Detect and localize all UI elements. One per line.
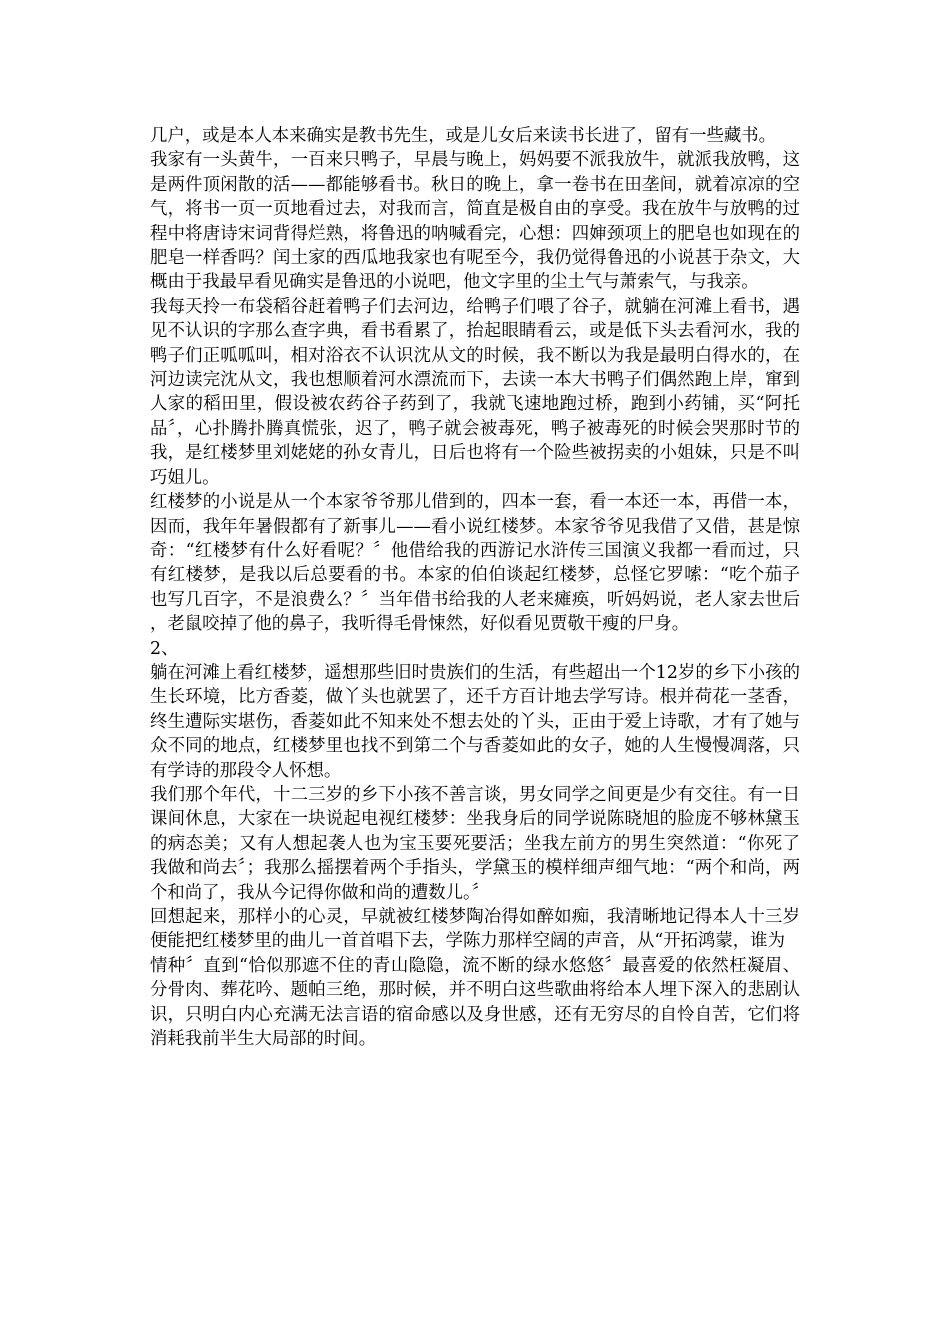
paragraph: 我们那个年代，十二三岁的乡下小孩不善言谈，男女同学之间更是少有交往。有一日课间休息，大家在一块说起电视红楼梦：坐我身后的同学说陈晓旭的脸庞不够林黛玉的病态美；又有人想起袭人也为宝玉要死要活；坐我左前方的男生突然道：“你死了我做和尚去〞；我那么摇摆着两个手指头，学黛玉的模样细声细气地：“两个和尚，两个和尚了，我从今记得你做和尚的遭数儿。〞 [150,784,800,903]
paragraph: 躺在河滩上看红楼梦，遥想那些旧时贵族们的生活，有些超出一个12岁的乡下小孩的生长环境，比方香菱，做丫头也就罢了，还千方百计地去学写诗。根并荷花一茎香，终生遭际实堪伤，香菱如此不知来处不想去处的丫头，正由于爱上诗歌，才有了她与众不同的地点，红楼梦里也找不到第二个与香菱如此的女子，她的人生慢慢凋落，只有学诗的那段令人怀想。 [150,662,800,781]
paragraph: 几户，或是本人本来确实是教书先生，或是儿女后来读书长进了，留有一些藏书。 [150,126,777,146]
paragraph: 情种〞直到“恰似那遮不住的青山隐隐，流不断的绿水悠悠〞最喜爱的依然枉凝眉、分骨肉、葬花吟、题帕三绝，那时候，并不明白这些歌曲将给本人埋下深入的悲剧认识，只明白内心充满无法言语的宿命感以及身世感，还有无穷尽的自怜自苦，它们将消耗我前半生大局部的时间。 [150,955,800,1050]
section-number: 2、 [150,638,179,659]
paragraph: 我每天拎一布袋稻谷赶着鸭子们去河边，给鸭子们喂了谷子，就躺在河滩上看书，遇见不认识的字那么查字典，看书看累了，抬起眼睛看云，或是低下头去看河水，我的鸭子们正呱呱叫，相对浴衣不认识沈从文的时候，我不断以为我是最明白得水的，在河边读完沈从文，我也想顺着河水漂流而下，去读一本大书鸭子们偶然跑上岸，窜到人家的稻田里，假设被农药谷子药到了，我就飞速地跑过桥，跑到小药铺，买“阿托品〞，心扑腾扑腾真慌张，迟了，鸭子就会被毒死，鸭子被毒死的时候会哭那时节的我，是红楼梦里刘姥姥的孙女青儿，日后也将有一个险些被拐卖的小姐妹，只是不叫巧姐儿。 [150,296,800,488]
paragraph: 回想起来，那样小的心灵，早就被红楼梦陶冶得如醉如痴，我清晰地记得本人十三岁便能把红楼梦里的曲儿一首首唱下去，学陈力那样空阔的声音，从“开拓鸿蒙，谁为 [150,907,800,952]
paragraph: 我家有一头黄牛，一百来只鸭子，早晨与晚上，妈妈要不派我放牛，就派我放鸭，这是两件顶闲散的活——都能够看书。秋日的晚上，拿一卷书在田垄间，就着凉凉的空气，将书一页一页地看过去，对我而言，简直是极自由的享受。我在放牛与放鸭的过程中将唐诗宋词背得烂熟，将鲁迅的呐喊看完，心想：四婶颈项上的肥皂也如现在的肥皂一样香吗？闰土家的西瓜地我家也有呢至今，我仍觉得鲁迅的小说甚于杂文，大概由于我最早看见确实是鲁迅的小说吧，他文字里的尘土气与萧索气，与我亲。 [150,150,800,293]
document-body [150,124,800,1051]
paragraph: 红楼梦的小说是从一个本家爷爷那儿借到的，四本一套，看一本还一本，再借一本，因而，我年年暑假都有了新事儿——看小说红楼梦。本家爷爷见我借了又借，甚是惊奇：“红楼梦有什么好看呢？〞他借给我的西游记水浒传三国演义我都一看而过，只有红楼梦，是我以后总要看的书。本家的伯伯谈起红楼梦，总怪它罗嗦：“吃个茄子也写几百字，不是浪费么？〞当年借书给我的人老来瘫痪，听妈妈说，老人家去世后，老鼠咬掉了他的鼻子，我听得毛骨悚然，好似看见贾敬干瘦的尸身。 [150,492,800,635]
